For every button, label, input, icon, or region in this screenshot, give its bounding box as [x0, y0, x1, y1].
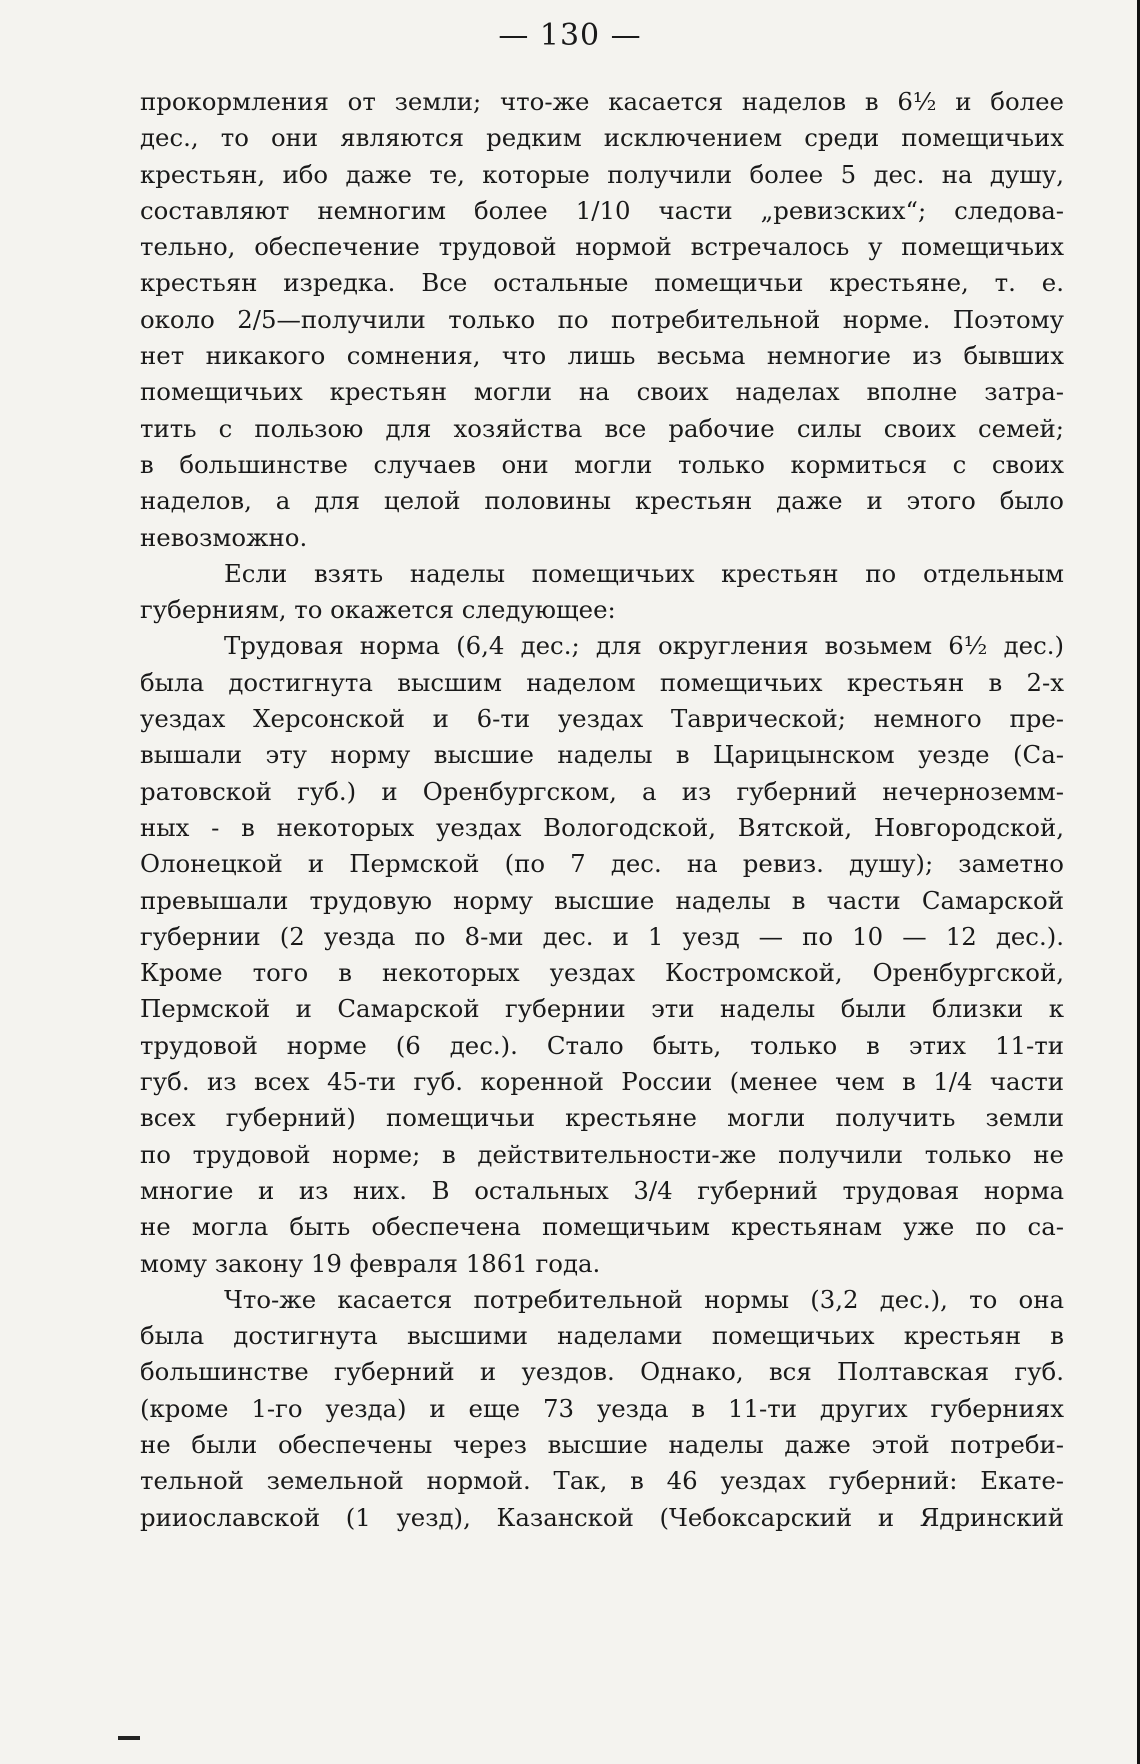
- text-line: многие и из них. В остальных 3/4 губерний трудовая норма: [140, 1175, 1064, 1205]
- text-line: не были обеспечены через высшие наделы даже этой потреби-: [140, 1429, 1064, 1459]
- text-line: Пермской и Самарской губернии эти наделы были близки к: [140, 994, 1064, 1024]
- text-line: тельно, обеспечение трудовой нормой встречалось у помещичьих: [140, 232, 1064, 262]
- text-line: составляют немногим более 1/10 части „ревизских“; следова-: [140, 195, 1064, 225]
- text-line: рииославской (1 уезд), Казанской (Чебоксарский и Ядринский: [140, 1502, 1064, 1532]
- ink-mark: [118, 1736, 140, 1740]
- text-line: уездах Херсонской и 6-ти уездах Таврической; немного пре-: [140, 704, 1064, 734]
- text-line: по трудовой норме; в действительности-же получили только не: [140, 1139, 1064, 1169]
- text-line: помещичьих крестьян могли на своих наделах вполне затра-: [140, 377, 1064, 407]
- text-line: Трудовая норма (6,4 дес.; для округления возьмем 6½ дес.): [224, 631, 1064, 661]
- text-line: крестьян изредка. Все остальные помещичьи крестьяне, т. е.: [140, 268, 1064, 298]
- text-line: всех губерний) помещичьи крестьяне могли получить земли: [140, 1103, 1064, 1133]
- text-line: тельной земельной нормой. Так, в 46 уездах губерний: Екате-: [140, 1466, 1064, 1496]
- text-line: около 2/5—получили только по потребительной норме. Поэтому: [140, 304, 1064, 334]
- text-line: прокормления от земли; что-же касается наделов в 6½ и более: [140, 87, 1064, 116]
- text-line: (кроме 1-го уезда) и еще 73 уезда в 11-ти других губерниях: [140, 1393, 1064, 1423]
- text-line: губерниям, то окажется следующее:: [140, 595, 616, 625]
- text-line: большинстве губерний и уездов. Однако, вся Полтавская губ.: [140, 1357, 1064, 1387]
- text-line: была достигнута высшим наделом помещичьих крестьян в 2-х: [140, 667, 1064, 697]
- text-line: в большинстве случаев они могли только кормиться с своих: [140, 449, 1064, 479]
- text-line: была достигнута высшими наделами помещичьих крестьян в: [140, 1321, 1064, 1351]
- text-line: крестьян, ибо даже те, которые получили более 5 дес. на душу,: [140, 159, 1064, 189]
- text-line: трудовой норме (6 дес.). Стало быть, только в этих 11-ти: [140, 1030, 1064, 1060]
- text-line: Если взять наделы помещичьих крестьян по отдельным: [224, 558, 1064, 588]
- text-line: превышали трудовую норму высшие наделы в части Самарской: [140, 885, 1064, 915]
- text-line: невозможно.: [140, 522, 308, 552]
- text-line: мому закону 19 февраля 1861 года.: [140, 1248, 601, 1278]
- text-line: дес., то они являются редким исключением среди помещичьих: [140, 123, 1064, 153]
- text-line: Кроме того в некоторых уездах Костромской, Оренбургской,: [140, 958, 1064, 988]
- page-number: — 130 —: [498, 18, 642, 53]
- text-line: ных - в некоторых уездах Вологодской, Вятской, Новгородской,: [140, 812, 1064, 842]
- text-line: тить с пользою для хозяйства все рабочие силы своих семей;: [140, 413, 1064, 443]
- text-line: губернии (2 уезда по 8-ми дес. и 1 уезд — по 10 — 12 дес.).: [140, 921, 1064, 951]
- text-line: Олонецкой и Пермской (по 7 дес. на ревиз. душу); заметно: [140, 849, 1064, 879]
- body-text: [140, 84, 1064, 1536]
- text-line: нет никакого сомнения, что лишь весьма немногие из бывших: [140, 341, 1064, 371]
- text-line: ратовской губ.) и Оренбургском, а из губерний нечерноземм-: [140, 776, 1064, 806]
- text-line: Что-же касается потребительной нормы (3,2 дес.), то она: [224, 1284, 1064, 1314]
- text-line: вышали эту норму высшие наделы в Царицынском уезде (Са-: [140, 740, 1064, 770]
- text-line: не могла быть обеспечена помещичьим крестьянам уже по са-: [140, 1212, 1064, 1242]
- text-line: губ. из всех 45-ти губ. коренной России (менее чем в 1/4 части: [140, 1067, 1064, 1097]
- text-line: наделов, а для целой половины крестьян даже и этого было: [140, 486, 1064, 516]
